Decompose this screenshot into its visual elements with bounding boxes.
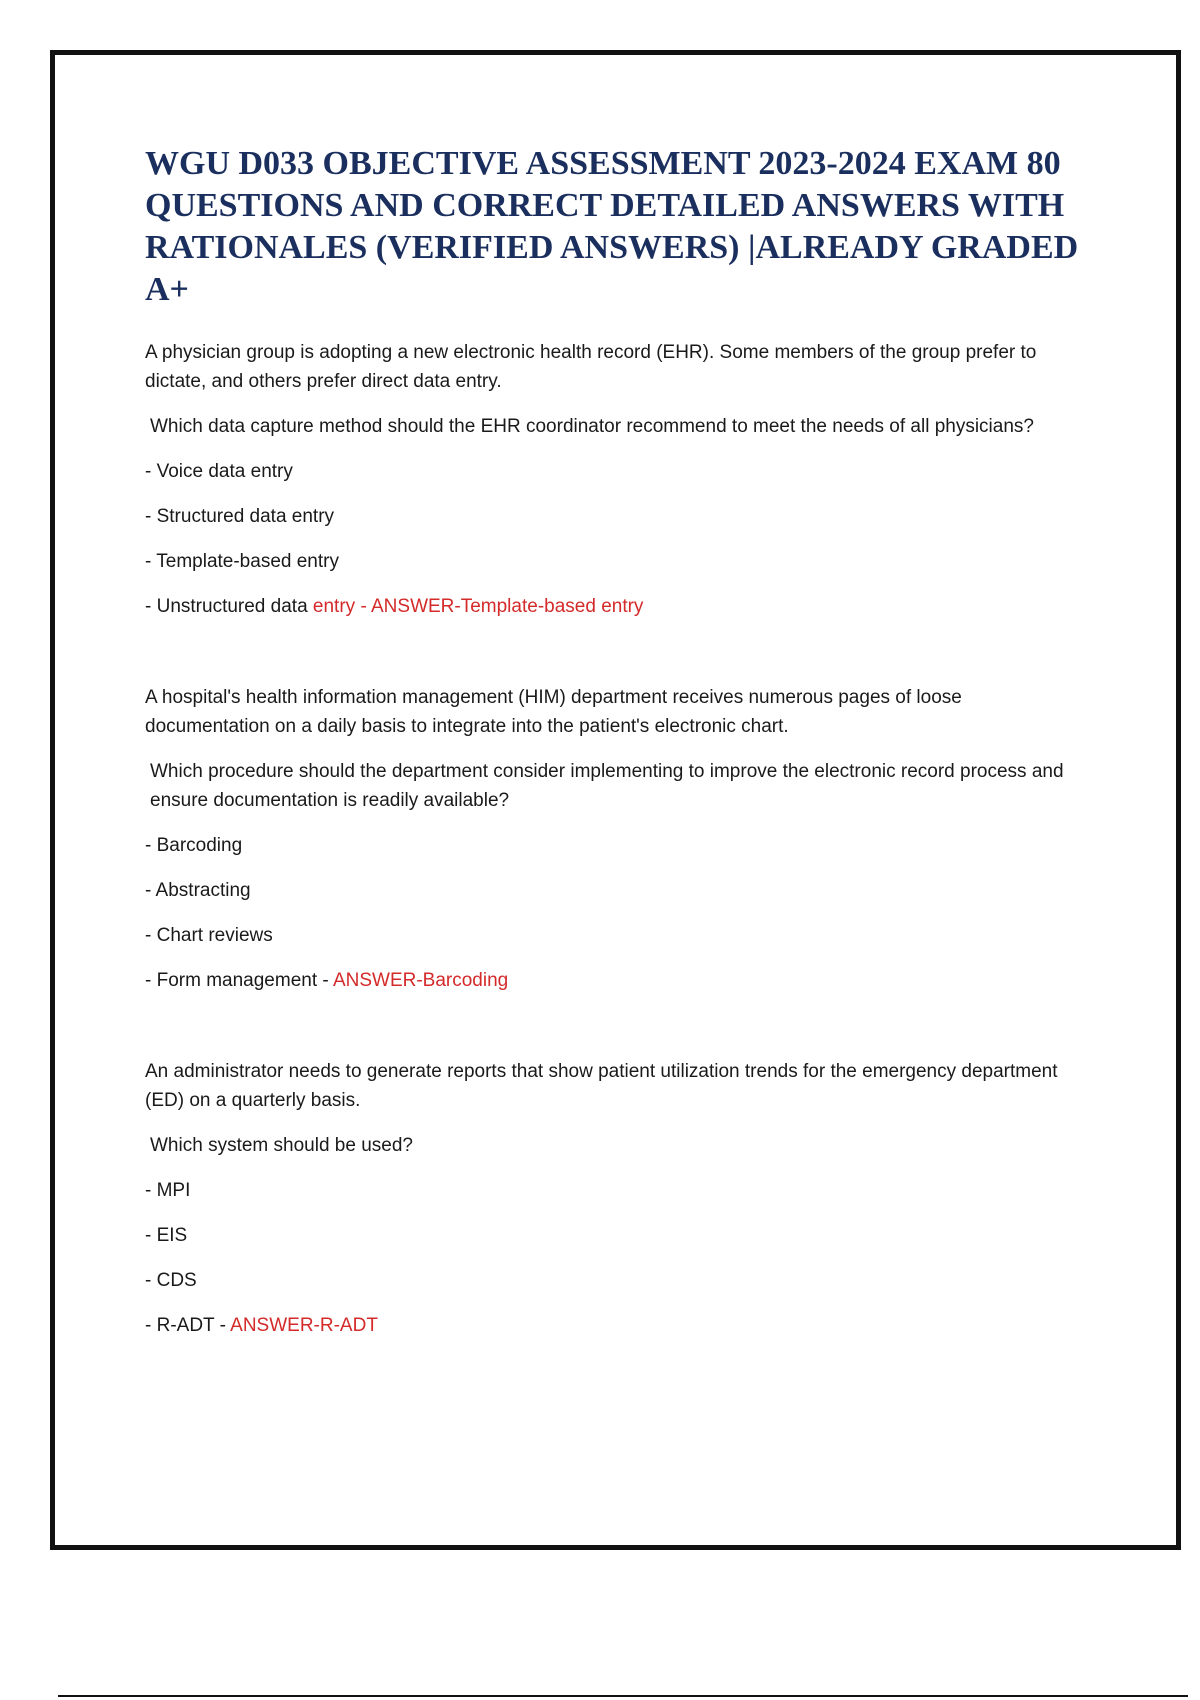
- question-stem: An administrator needs to generate reports that show patient utilization trends for the emergency department (ED) on a quarterly basis.: [145, 1061, 1058, 1111]
- question-prompt: Which procedure should the department consider implementing to improve the electronic record process and ensure documentation is readily available?: [150, 761, 1064, 811]
- option-list: [145, 1176, 1090, 1340]
- option-item: - Structured data entry: [145, 506, 335, 527]
- question-stem: A hospital's health information management (HIM) department receives numerous pages of loose documentation on a daily basis to integrate into the patient's electronic chart.: [145, 687, 962, 737]
- answer-text: ANSWER-R-ADT: [230, 1315, 378, 1336]
- question-prompt: Which system should be used?: [150, 1135, 413, 1156]
- option-item: - Barcoding: [145, 835, 243, 856]
- question-prompt: Which data capture method should the EHR coordinator recommend to meet the needs of all physicians?: [150, 416, 1034, 437]
- option-item: - EIS: [145, 1225, 188, 1246]
- option-item: - Chart reviews: [145, 925, 273, 946]
- question-list: [145, 338, 1090, 1340]
- document-title: WGU D033 OBJECTIVE ASSESSMENT 2023-2024 EXAM 80 QUESTIONS AND CORRECT DETAILED ANSWERS WITH RATIONALES (VERIFIED ANSWERS) |ALREADY GRADED A+: [145, 145, 1079, 308]
- question-2: [145, 683, 1090, 995]
- option-item: - MPI: [145, 1180, 191, 1201]
- option-text: - R-ADT -: [145, 1315, 231, 1336]
- answer-text: entry - ANSWER-Template-based entry: [312, 596, 644, 617]
- question-spacer: [145, 621, 1090, 683]
- option-text: - Unstructured data: [145, 596, 313, 617]
- option-item-with-answer: [145, 592, 1090, 621]
- question-spacer: [145, 995, 1090, 1057]
- footer-divider: [58, 1695, 1188, 1697]
- answer-text: ANSWER-Barcoding: [332, 970, 509, 991]
- question-1: [145, 338, 1090, 621]
- option-list: [145, 831, 1090, 995]
- option-item-with-answer: [145, 1311, 1090, 1340]
- option-item: - Voice data entry: [145, 461, 293, 482]
- question-3: [145, 1057, 1090, 1340]
- option-item-with-answer: [145, 966, 1090, 995]
- option-text: - Form management -: [145, 970, 333, 991]
- option-list: [145, 457, 1090, 621]
- option-item: - CDS: [145, 1270, 197, 1291]
- option-item: - Abstracting: [145, 880, 251, 901]
- question-stem: A physician group is adopting a new electronic health record (EHR). Some members of the group prefer to dictate, and others prefer direct data entry.: [145, 342, 1037, 392]
- option-item: - Template-based entry: [145, 551, 339, 572]
